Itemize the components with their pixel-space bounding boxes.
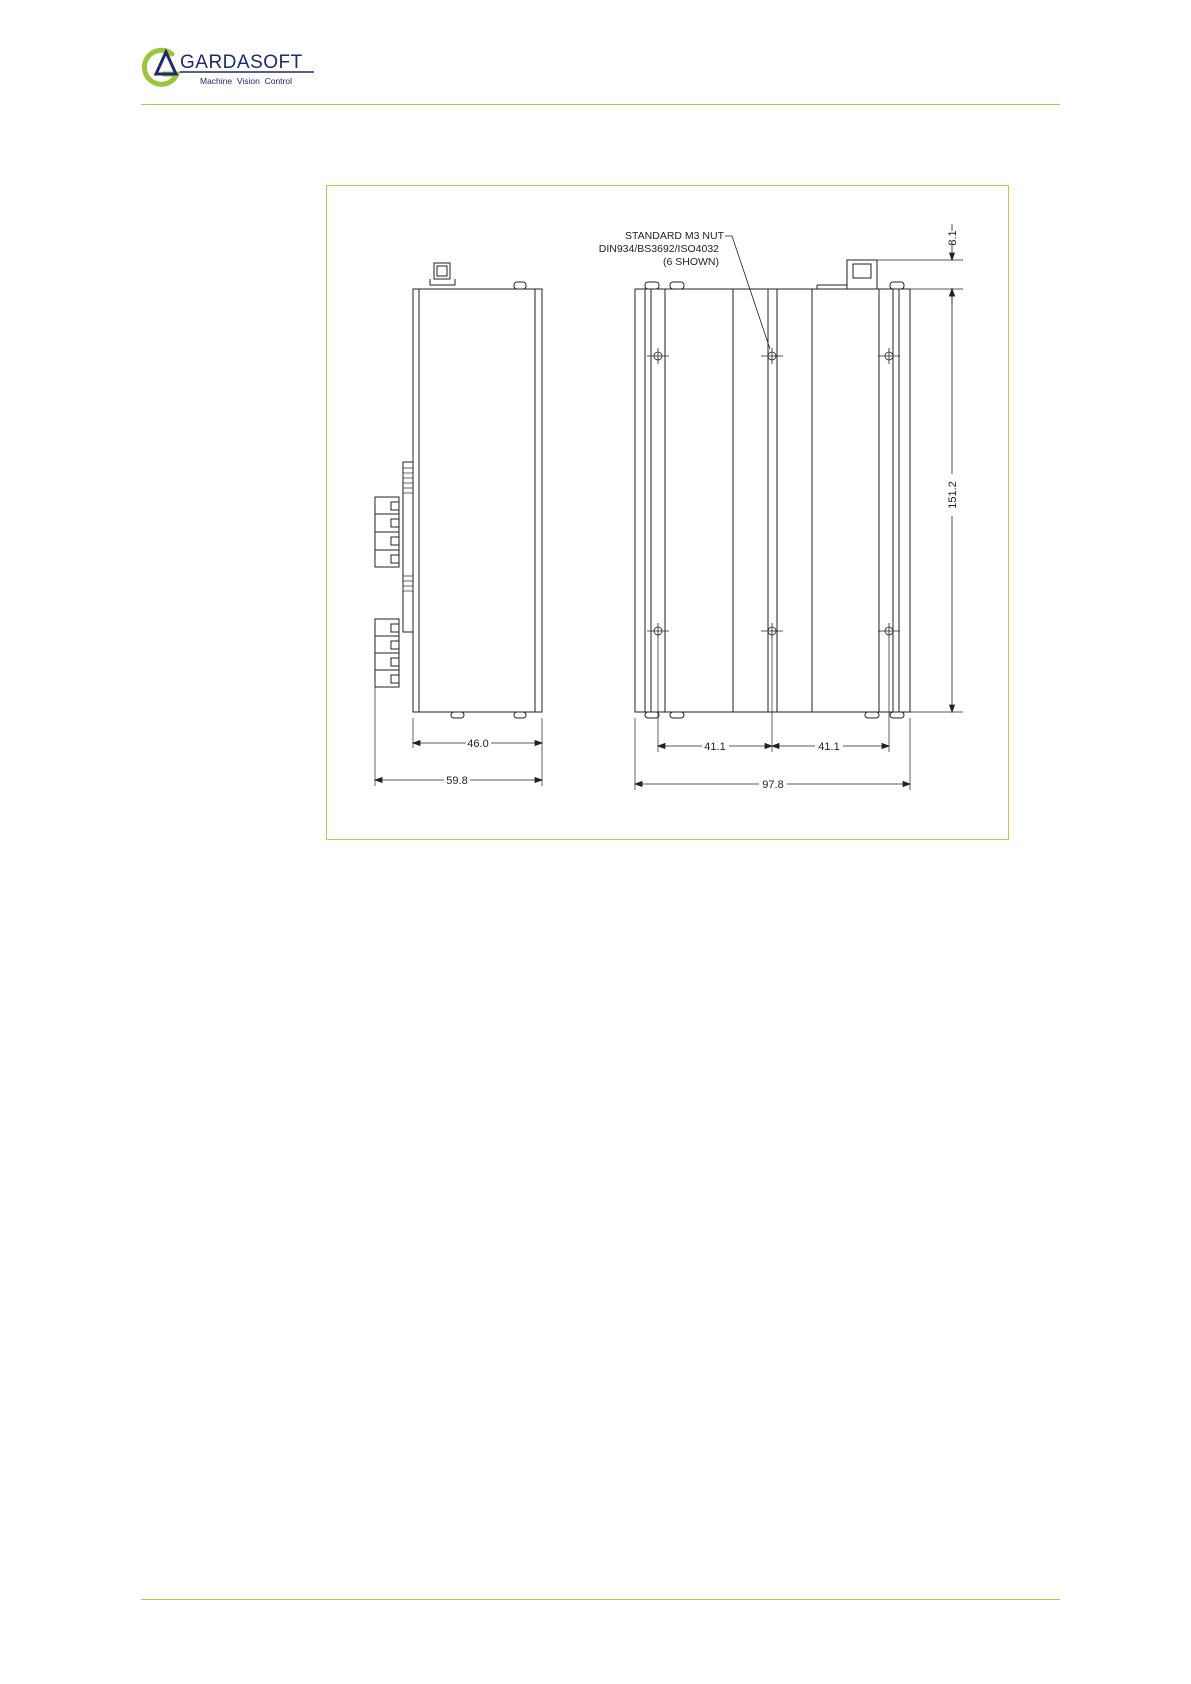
brand-name: GARDASOFT xyxy=(180,52,303,73)
side-view xyxy=(375,263,542,786)
dim-side-overall-width: 59.8 xyxy=(446,775,468,787)
dim-body-height: 151.2 xyxy=(947,481,959,509)
nut-note-line-3: (6 SHOWN) xyxy=(663,256,719,268)
logo-graphic xyxy=(138,44,318,94)
footer-rule xyxy=(141,1599,1060,1600)
front-view xyxy=(635,236,963,790)
nut-note-line-2: DIN934/BS3692/ISO4032 xyxy=(598,243,719,255)
dim-front-pitch-right: 41.1 xyxy=(818,741,840,753)
nut-note-line-1: STANDARD M3 NUT xyxy=(625,230,724,242)
dim-side-body-width: 46.0 xyxy=(467,738,489,750)
gardasoft-logo xyxy=(138,44,318,94)
brand-tagline: Machine Vision Control xyxy=(200,76,292,86)
dim-connector-height: 8.1 xyxy=(947,230,959,246)
mechanical-drawing-frame xyxy=(326,185,1009,840)
header-rule xyxy=(141,104,1060,105)
dim-front-pitch-left: 41.1 xyxy=(704,741,726,753)
dim-front-overall-width: 97.8 xyxy=(762,779,784,791)
mechanical-drawing xyxy=(327,186,1010,841)
